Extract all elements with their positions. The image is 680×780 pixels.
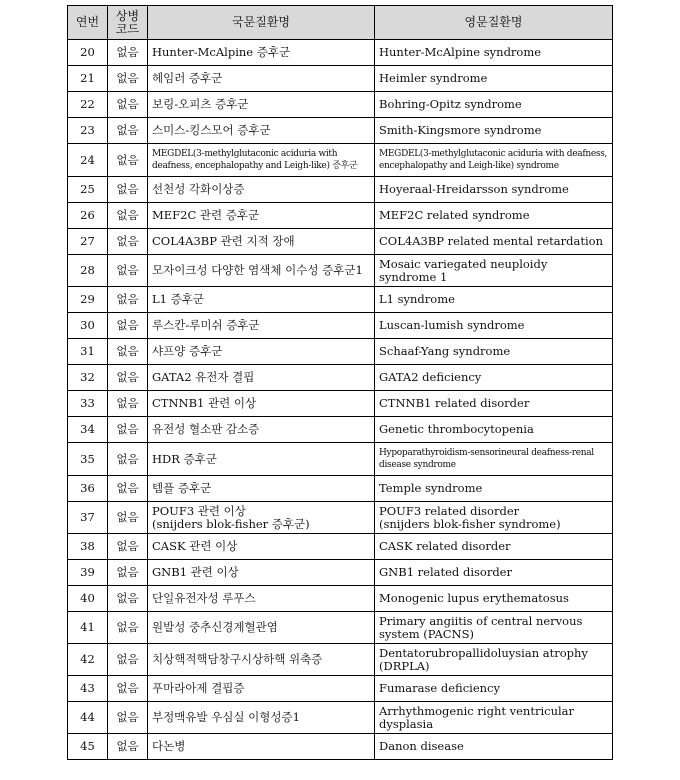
table-row <box>68 66 613 92</box>
row-english-name: Primary angiitis of central nervous system (PACNS) <box>375 612 613 644</box>
table-body <box>68 40 613 760</box>
row-code: 없음 <box>108 644 148 676</box>
row-korean-name: 치상핵적핵담창구시상하핵 위축증 <box>148 644 375 676</box>
table-row <box>68 502 613 534</box>
row-number: 29 <box>68 287 108 313</box>
row-number: 45 <box>68 734 108 760</box>
row-korean-name: 보링-오피츠 증후군 <box>148 92 375 118</box>
row-korean-name: 유전성 혈소판 감소증 <box>148 417 375 443</box>
row-korean-name: 다논병 <box>148 734 375 760</box>
row-number: 41 <box>68 612 108 644</box>
row-korean-name: 푸마라아제 결핍증 <box>148 676 375 702</box>
row-english-name: Smith-Kingsmore syndrome <box>375 118 613 144</box>
row-english-name: MEGDEL(3-methylglutaconic aciduria with deafness, encephalopathy and Leigh-like) syndrome <box>375 144 613 177</box>
header-english-name: 영문질환명 <box>375 6 613 40</box>
row-code: 없음 <box>108 417 148 443</box>
header-code: 상병 코드 <box>108 6 148 40</box>
row-english-name: COL4A3BP related mental retardation <box>375 229 613 255</box>
header-korean-name: 국문질환명 <box>148 6 375 40</box>
row-code: 없음 <box>108 203 148 229</box>
row-english-name: Monogenic lupus erythematosus <box>375 586 613 612</box>
row-english-name: Hypoparathyroidism-sensorineural deafness-renal disease syndrome <box>375 443 613 476</box>
row-number: 28 <box>68 255 108 287</box>
row-korean-name: 루스칸-루미쉬 증후군 <box>148 313 375 339</box>
row-number: 37 <box>68 502 108 534</box>
row-korean-name: CASK 관련 이상 <box>148 534 375 560</box>
row-code: 없음 <box>108 586 148 612</box>
row-english-name: Arrhythmogenic right ventricular dysplasia <box>375 702 613 734</box>
row-number: 20 <box>68 40 108 66</box>
row-number: 25 <box>68 177 108 203</box>
row-code: 없음 <box>108 534 148 560</box>
row-english-name: Dentatorubropallidoluysian atrophy (DRPLA) <box>375 644 613 676</box>
row-number: 32 <box>68 365 108 391</box>
row-number: 33 <box>68 391 108 417</box>
row-code: 없음 <box>108 391 148 417</box>
row-english-name: Hoyeraal-Hreidarsson syndrome <box>375 177 613 203</box>
row-code: 없음 <box>108 313 148 339</box>
row-number: 30 <box>68 313 108 339</box>
table-row <box>68 534 613 560</box>
table-row <box>68 229 613 255</box>
row-number: 40 <box>68 586 108 612</box>
row-english-name: Mosaic variegated neuploidy syndrome 1 <box>375 255 613 287</box>
row-code: 없음 <box>108 177 148 203</box>
table-row <box>68 676 613 702</box>
row-code: 없음 <box>108 702 148 734</box>
row-korean-name: 단일유전자성 루푸스 <box>148 586 375 612</box>
row-english-name: L1 syndrome <box>375 287 613 313</box>
row-korean-name: CTNNB1 관련 이상 <box>148 391 375 417</box>
row-korean-name: 선천성 각화이상증 <box>148 177 375 203</box>
row-korean-name: GATA2 유전자 결핍 <box>148 365 375 391</box>
table-row <box>68 734 613 760</box>
table-row <box>68 586 613 612</box>
row-english-name: GATA2 deficiency <box>375 365 613 391</box>
row-number: 39 <box>68 560 108 586</box>
row-english-name: Genetic thrombocytopenia <box>375 417 613 443</box>
row-korean-name: MEF2C 관련 증후군 <box>148 203 375 229</box>
table-row <box>68 476 613 502</box>
table-row <box>68 644 613 676</box>
row-english-name: MEF2C related syndrome <box>375 203 613 229</box>
table-row <box>68 92 613 118</box>
row-code: 없음 <box>108 365 148 391</box>
row-korean-name: 원발성 중추신경계혈관염 <box>148 612 375 644</box>
row-number: 34 <box>68 417 108 443</box>
row-code: 없음 <box>108 255 148 287</box>
row-korean-name: Hunter-McAlpine 증후군 <box>148 40 375 66</box>
row-number: 38 <box>68 534 108 560</box>
row-number: 23 <box>68 118 108 144</box>
row-korean-name: COL4A3BP 관련 지적 장애 <box>148 229 375 255</box>
row-number: 36 <box>68 476 108 502</box>
row-code: 없음 <box>108 734 148 760</box>
row-code: 없음 <box>108 560 148 586</box>
table-row <box>68 339 613 365</box>
row-english-name: Heimler syndrome <box>375 66 613 92</box>
row-korean-name: L1 증후군 <box>148 287 375 313</box>
row-code: 없음 <box>108 676 148 702</box>
table-row <box>68 203 613 229</box>
row-number: 26 <box>68 203 108 229</box>
table-row <box>68 177 613 203</box>
row-korean-name: 헤임러 증후군 <box>148 66 375 92</box>
table-row <box>68 287 613 313</box>
row-code: 없음 <box>108 612 148 644</box>
row-number: 24 <box>68 144 108 177</box>
row-english-name: Fumarase deficiency <box>375 676 613 702</box>
row-code: 없음 <box>108 229 148 255</box>
row-code: 없음 <box>108 502 148 534</box>
table-row <box>68 391 613 417</box>
table-row <box>68 365 613 391</box>
row-english-name: CTNNB1 related disorder <box>375 391 613 417</box>
row-english-name: Bohring-Opitz syndrome <box>375 92 613 118</box>
row-number: 27 <box>68 229 108 255</box>
row-number: 21 <box>68 66 108 92</box>
row-code: 없음 <box>108 144 148 177</box>
row-number: 43 <box>68 676 108 702</box>
table-row <box>68 118 613 144</box>
row-korean-name: 모자이크성 다양한 염색체 이수성 증후군1 <box>148 255 375 287</box>
table-row <box>68 702 613 734</box>
row-code: 없음 <box>108 40 148 66</box>
row-code: 없음 <box>108 287 148 313</box>
row-english-name: Danon disease <box>375 734 613 760</box>
row-code: 없음 <box>108 66 148 92</box>
row-number: 31 <box>68 339 108 365</box>
row-korean-name: GNB1 관련 이상 <box>148 560 375 586</box>
row-korean-name: POUF3 관련 이상 (snijders blok-fisher 증후군) <box>148 502 375 534</box>
table-header-row <box>68 6 613 40</box>
row-english-name: GNB1 related disorder <box>375 560 613 586</box>
row-korean-name: 템플 증후군 <box>148 476 375 502</box>
table-row <box>68 443 613 476</box>
row-korean-name: 스미스-킹스모어 증후군 <box>148 118 375 144</box>
row-english-name: POUF3 related disorder (snijders blok-fisher syndrome) <box>375 502 613 534</box>
row-number: 44 <box>68 702 108 734</box>
table-row <box>68 255 613 287</box>
row-code: 없음 <box>108 118 148 144</box>
table-row <box>68 40 613 66</box>
table-row <box>68 417 613 443</box>
table-row <box>68 560 613 586</box>
disease-table <box>67 5 613 760</box>
table-row <box>68 144 613 177</box>
row-english-name: Luscan-lumish syndrome <box>375 313 613 339</box>
row-code: 없음 <box>108 476 148 502</box>
row-code: 없음 <box>108 339 148 365</box>
row-number: 22 <box>68 92 108 118</box>
row-korean-name: HDR 증후군 <box>148 443 375 476</box>
row-korean-name: 샤프양 증후군 <box>148 339 375 365</box>
row-english-name: Hunter-McAlpine syndrome <box>375 40 613 66</box>
row-korean-name: MEGDEL(3-methylglutaconic aciduria with deafness, encephalopathy and Leigh-like) 증후군 <box>148 144 375 177</box>
row-english-name: CASK related disorder <box>375 534 613 560</box>
table-row <box>68 612 613 644</box>
row-code: 없음 <box>108 92 148 118</box>
table-row <box>68 313 613 339</box>
row-korean-name: 부정맥유발 우심실 이형성증1 <box>148 702 375 734</box>
row-code: 없음 <box>108 443 148 476</box>
row-number: 35 <box>68 443 108 476</box>
row-number: 42 <box>68 644 108 676</box>
header-num: 연번 <box>68 6 108 40</box>
row-english-name: Temple syndrome <box>375 476 613 502</box>
row-english-name: Schaaf-Yang syndrome <box>375 339 613 365</box>
